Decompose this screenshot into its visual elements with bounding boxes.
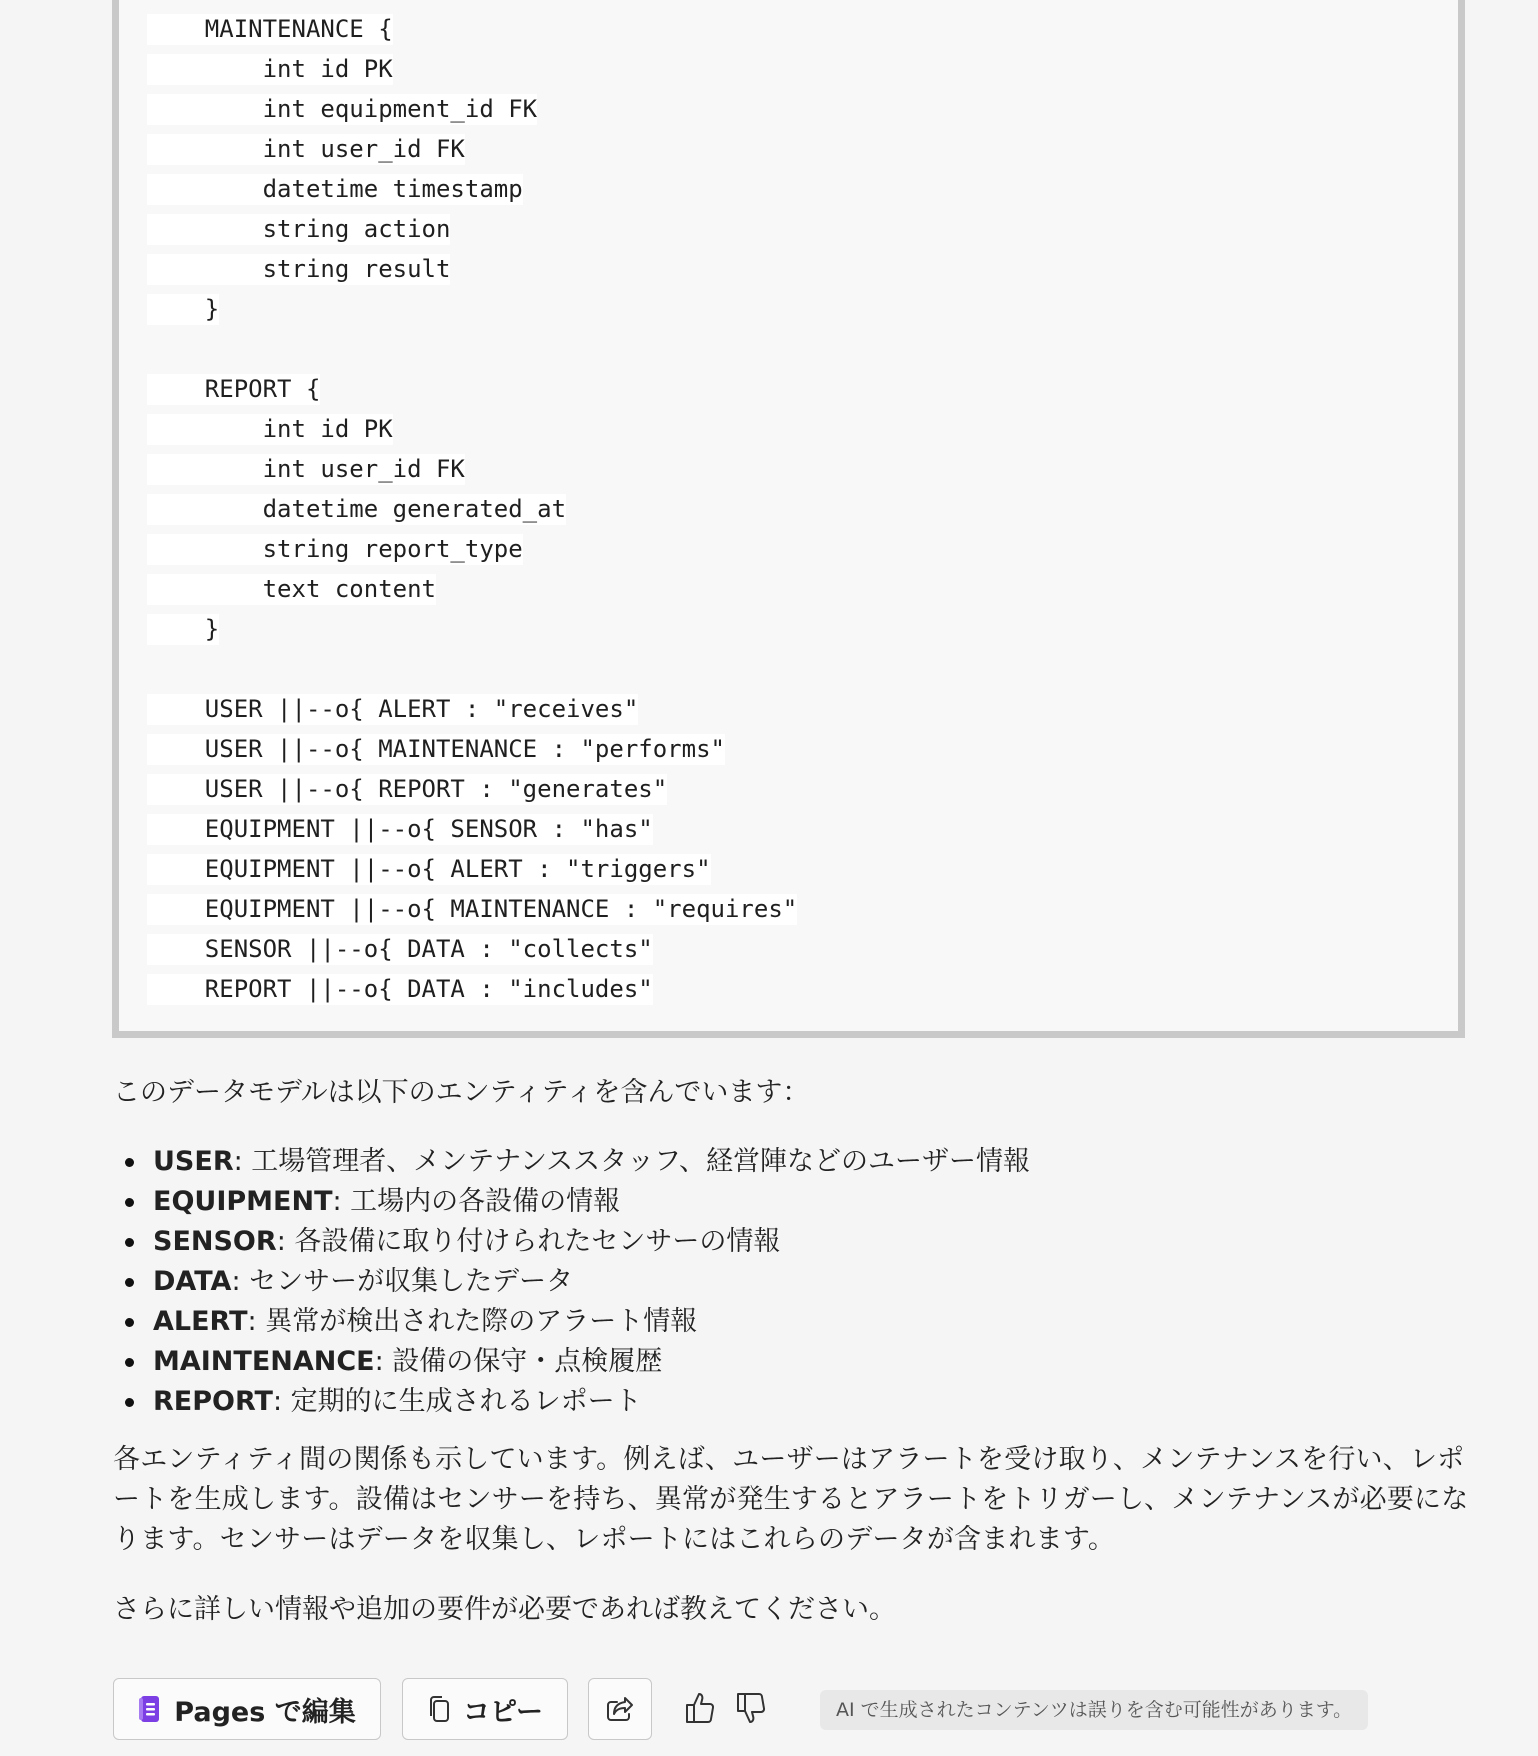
code-line-text: int user_id FK xyxy=(147,135,465,163)
code-line xyxy=(147,734,725,765)
code-line-text: USER ||--o{ ALERT : "receives" xyxy=(147,695,639,723)
code-line-text: int user_id FK xyxy=(147,455,465,483)
entity-list-item xyxy=(113,1142,1030,1182)
code-line xyxy=(147,254,450,285)
code-line-text: text content xyxy=(147,575,436,603)
code-line-text: string result xyxy=(147,255,451,283)
entity-list-item xyxy=(113,1342,1030,1382)
code-line xyxy=(147,14,393,45)
bullet-icon xyxy=(125,1358,134,1367)
code-line-text: int id PK xyxy=(147,415,393,443)
code-line-text: USER ||--o{ REPORT : "generates" xyxy=(147,775,668,803)
bullet-icon xyxy=(125,1318,134,1327)
code-line-text: datetime generated_at xyxy=(147,495,567,523)
code-line xyxy=(147,574,436,605)
entity-description: : センサーが収集したデータ xyxy=(231,1266,574,1297)
bullet-icon xyxy=(125,1238,134,1247)
copy-icon xyxy=(427,1694,451,1724)
entity-list-item xyxy=(113,1222,1030,1262)
edit-in-pages-label: Pages で編集 xyxy=(174,1696,356,1728)
code-line-text: int equipment_id FK xyxy=(147,95,538,123)
entity-description: : 異常が検出された際のアラート情報 xyxy=(247,1306,698,1337)
code-line xyxy=(147,134,465,165)
entity-list-item xyxy=(113,1382,1030,1422)
copy-label: コピー xyxy=(463,1696,543,1728)
code-line xyxy=(147,454,465,485)
entity-name: ALERT xyxy=(153,1306,248,1337)
entity-list xyxy=(113,1142,1030,1422)
entity-name: EQUIPMENT xyxy=(153,1186,333,1217)
code-line xyxy=(147,294,219,325)
code-line-text: } xyxy=(147,615,220,643)
copy-button[interactable] xyxy=(402,1678,568,1740)
entity-description: : 定期的に生成されるレポート xyxy=(272,1386,642,1417)
entity-name: USER xyxy=(153,1146,234,1177)
code-line xyxy=(147,934,653,965)
entity-list-item xyxy=(113,1302,1030,1342)
code-line xyxy=(147,974,653,1005)
code-line-text: int id PK xyxy=(147,55,393,83)
bullet-icon xyxy=(125,1198,134,1207)
ai-disclaimer: AI で生成されたコンテンツは誤りを含む可能性があります。 xyxy=(820,1690,1368,1730)
code-line xyxy=(147,54,393,85)
code-line xyxy=(147,854,711,885)
bullet-icon xyxy=(125,1158,134,1167)
thumbs-down-button[interactable] xyxy=(731,1690,771,1730)
code-line xyxy=(147,94,537,125)
entity-name: DATA xyxy=(153,1266,232,1297)
code-line-text: EQUIPMENT ||--o{ MAINTENANCE : "requires" xyxy=(147,895,798,923)
bullet-icon xyxy=(125,1278,134,1287)
code-line-text: EQUIPMENT ||--o{ ALERT : "triggers" xyxy=(147,855,711,883)
code-line-text: REPORT ||--o{ DATA : "includes" xyxy=(147,975,653,1003)
code-line-text: } xyxy=(147,295,220,323)
share-button[interactable] xyxy=(588,1678,652,1740)
entity-description: : 設備の保守・点検履歴 xyxy=(374,1346,663,1377)
edit-in-pages-button[interactable] xyxy=(113,1678,381,1740)
code-line-text: string report_type xyxy=(147,535,523,563)
code-line xyxy=(147,414,393,445)
code-line xyxy=(147,494,566,525)
share-icon xyxy=(605,1695,635,1723)
code-lines xyxy=(147,14,797,1014)
thumbs-down-icon xyxy=(735,1691,767,1729)
response-action-bar xyxy=(113,1678,1443,1742)
thumbs-up-icon xyxy=(684,1691,716,1729)
thumbs-up-button[interactable] xyxy=(680,1690,720,1730)
code-block xyxy=(112,0,1465,1038)
code-line-text: datetime timestamp xyxy=(147,175,523,203)
closing-paragraph: さらに詳しい情報や追加の要件が必要であれば教えてください。 xyxy=(113,1594,896,1625)
entity-list-item xyxy=(113,1182,1030,1222)
relations-paragraph: 各エンティティ間の関係も示しています。例えば、ユーザーはアラートを受け取り、メンテナンスを行い、レポートを生成します。設備はセンサーを持ち、異常が発生するとアラートをトリガーし、メンテナンスが必要になります。センサーはデータを収集し、レポートにはこれらのデータが含まれます。 xyxy=(113,1444,1469,1555)
entities-intro: このデータモデルは以下のエンティティを含んでいます： xyxy=(113,1077,810,1108)
code-line xyxy=(147,174,523,205)
entity-name: REPORT xyxy=(153,1386,273,1417)
code-line-text: string action xyxy=(147,215,451,243)
pages-icon xyxy=(138,1694,162,1724)
code-line xyxy=(147,534,523,565)
entity-description: : 各設備に取り付けられたセンサーの情報 xyxy=(276,1226,781,1257)
code-line-text: USER ||--o{ MAINTENANCE : "performs" xyxy=(147,735,725,763)
code-line-text: MAINTENANCE { xyxy=(147,15,393,43)
code-line xyxy=(147,774,667,805)
bullet-icon xyxy=(125,1398,134,1407)
entity-list-item xyxy=(113,1262,1030,1302)
code-line xyxy=(147,694,638,725)
code-line xyxy=(147,214,450,245)
code-line-text: SENSOR ||--o{ DATA : "collects" xyxy=(147,935,653,963)
entity-name: MAINTENANCE xyxy=(153,1346,375,1377)
code-line-text: REPORT { xyxy=(147,375,321,403)
code-line xyxy=(147,614,219,645)
entity-description: : 工場内の各設備の情報 xyxy=(332,1186,621,1217)
code-line xyxy=(147,814,653,845)
entity-name: SENSOR xyxy=(153,1226,277,1257)
code-line-text: EQUIPMENT ||--o{ SENSOR : "has" xyxy=(147,815,653,843)
entity-description: : 工場管理者、メンテナンススタッフ、経営陣などのユーザー情報 xyxy=(233,1146,1030,1177)
code-line xyxy=(147,894,797,925)
code-line xyxy=(147,374,320,405)
